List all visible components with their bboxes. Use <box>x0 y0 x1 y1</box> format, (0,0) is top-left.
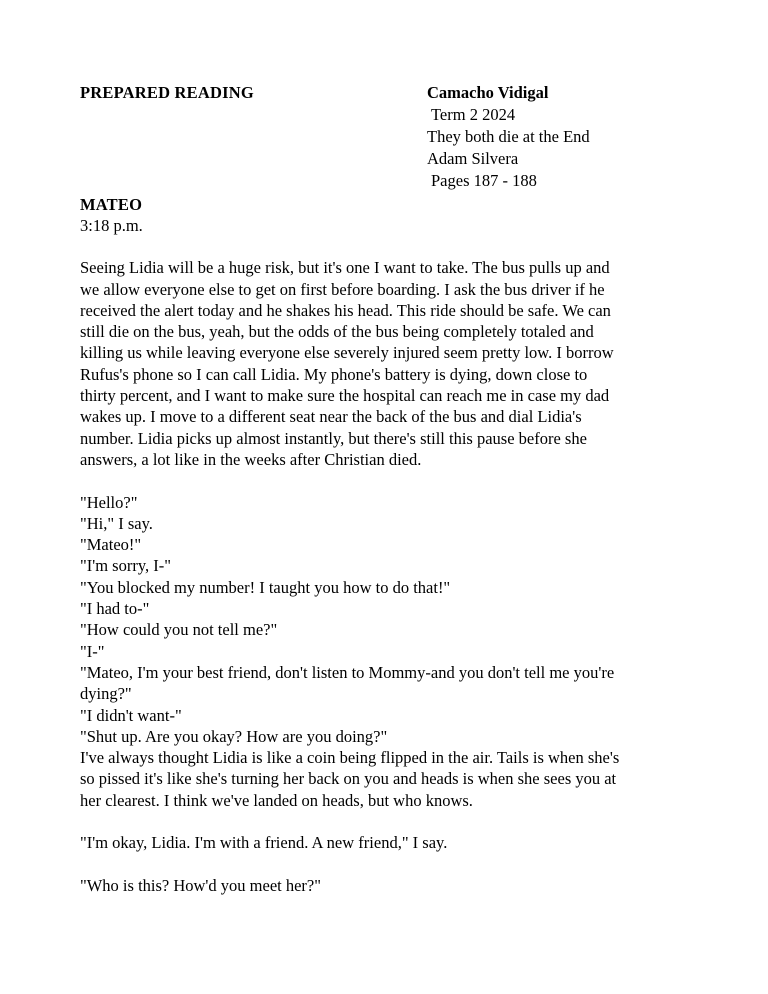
speaker-heading: MATEO <box>80 195 143 214</box>
paragraph-spacer <box>80 854 620 875</box>
dialogue-line: "You blocked my number! I taught you how to do that!" <box>80 577 451 597</box>
document-header <box>80 82 620 194</box>
dialogue-line: "I had to-" <box>80 599 150 619</box>
document-content <box>80 82 620 896</box>
paragraph-spacer <box>80 811 620 832</box>
dialogue-line: "I didn't want-" <box>80 705 182 725</box>
dialogue-line: "Hi," I say. <box>80 513 153 533</box>
dialogue-line: "Mateo, I'm your best friend, don't listen to Mommy-and you don't tell me you're dying?" <box>80 662 615 704</box>
body-paragraph: "I'm okay, Lidia. I'm with a friend. A new friend," I say. <box>80 833 448 853</box>
assignment-meta-block <box>427 82 677 192</box>
dialogue-block <box>80 492 620 811</box>
timestamp: 3:18 p.m. <box>80 216 143 235</box>
paragraph-spacer <box>80 236 620 257</box>
dialogue-line: "Shut up. Are you okay? How are you doing?" <box>80 726 388 746</box>
dialogue-line: "How could you not tell me?" <box>80 620 278 640</box>
dialogue-line: "Hello?" <box>80 492 138 512</box>
meta-pages: Pages 187 - 188 <box>431 171 537 190</box>
dialogue-line: "I-" <box>80 641 105 661</box>
meta-author: Adam Silvera <box>427 149 519 168</box>
meta-student-name: Camacho Vidigal <box>427 83 549 102</box>
meta-book-title: They both die at the End <box>427 127 590 146</box>
meta-term: Term 2 2024 <box>431 105 516 124</box>
page-title: PREPARED READING <box>80 83 254 102</box>
narration-line: I've always thought Lidia is like a coin being flipped in the air. Tails is when she's so pissed it's like she's turning her back on you and heads is when she sees you at her clearest. I think we've landed on heads, but who knows. <box>80 748 620 810</box>
dialogue-line: "Mateo!" <box>80 535 142 555</box>
body-paragraph: Seeing Lidia will be a huge risk, but it's one I want to take. The bus pulls up and we allow everyone else to get on first before boarding. I ask the bus driver if he received the alert today and he shakes his head. This ride should be safe. We can still die on the bus, yeah, but the odds of the bus being completely totaled and killing us while leaving everyone else severely injured seem pretty low. I borrow Rufus's phone so I can call Lidia. My phone's battery is dying, down close to thirty percent, and I want to make sure the hospital can reach me in case my dad wakes up. I move to a different seat near the back of the bus and dial Lidia's number. Lidia picks up almost instantly, but there's still this pause before she answers, a lot like in the weeks after Christian died. <box>80 258 614 469</box>
paragraph-spacer <box>80 470 620 491</box>
dialogue-line: "I'm sorry, I-" <box>80 556 171 576</box>
body-paragraph: "Who is this? How'd you meet her?" <box>80 875 321 895</box>
